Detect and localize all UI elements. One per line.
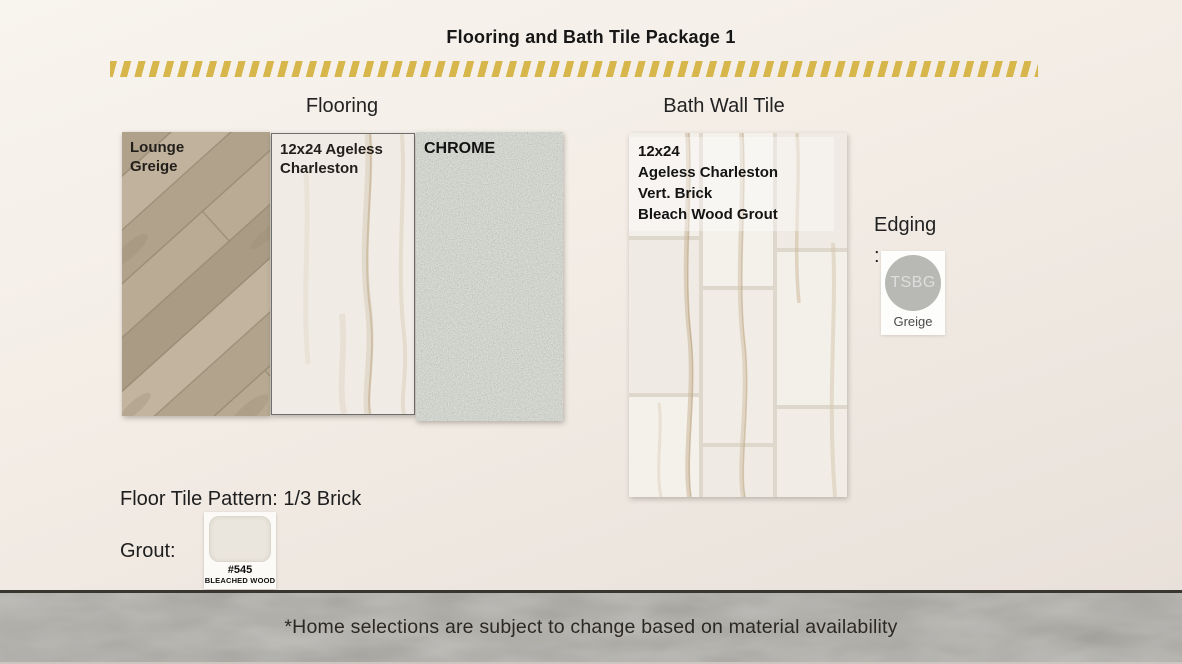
carpet-texture (416, 132, 563, 421)
edging-color-name: Greige (893, 314, 933, 329)
grout-code: #545 (227, 564, 253, 576)
flooring-heading: Flooring (305, 95, 379, 117)
carpet-sample-label: CHROME (424, 140, 496, 157)
flooring-sample-tile (271, 133, 415, 415)
edging-label-colon: : (874, 245, 880, 267)
bath-wall-tile-panel (629, 133, 847, 497)
grout-color-name: BLEACHED WOOD (204, 576, 276, 586)
wood-sample-label: Lounge Greige (130, 139, 185, 175)
grout-swatch (209, 516, 271, 562)
page-title: Flooring and Bath Tile Package 1 (446, 27, 736, 47)
edging-color-badge (885, 255, 941, 311)
grout-label: Grout: (120, 540, 176, 562)
bath-wall-tile-heading: Bath Wall Tile (663, 95, 785, 117)
tile-sample-label: 12x24 Ageless Charleston (280, 141, 383, 177)
bath-spec-line-size: 12x24 (638, 143, 680, 160)
edging-label-word: Edging (874, 214, 937, 236)
bath-spec-line-grout: Bleach Wood Grout (638, 206, 778, 223)
floor-tile-pattern-label: Floor Tile Pattern: 1/3 Brick (120, 488, 362, 510)
edging-color-card (881, 251, 945, 335)
flooring-sample-wood (122, 132, 270, 416)
grout-swatch-card (204, 512, 276, 589)
gold-hatch-divider (110, 61, 1038, 77)
edging-badge-text: TSBG (890, 274, 936, 291)
footer-disclaimer-text: *Home selections are subject to change based on material availability (284, 616, 898, 638)
flooring-sample-carpet (416, 132, 563, 421)
bath-tile-spec-label (629, 137, 834, 231)
bath-spec-line-name: Ageless Charleston (638, 164, 779, 181)
footer-disclaimer-bar (0, 590, 1182, 664)
bath-spec-line-layout: Vert. Brick (638, 185, 713, 202)
